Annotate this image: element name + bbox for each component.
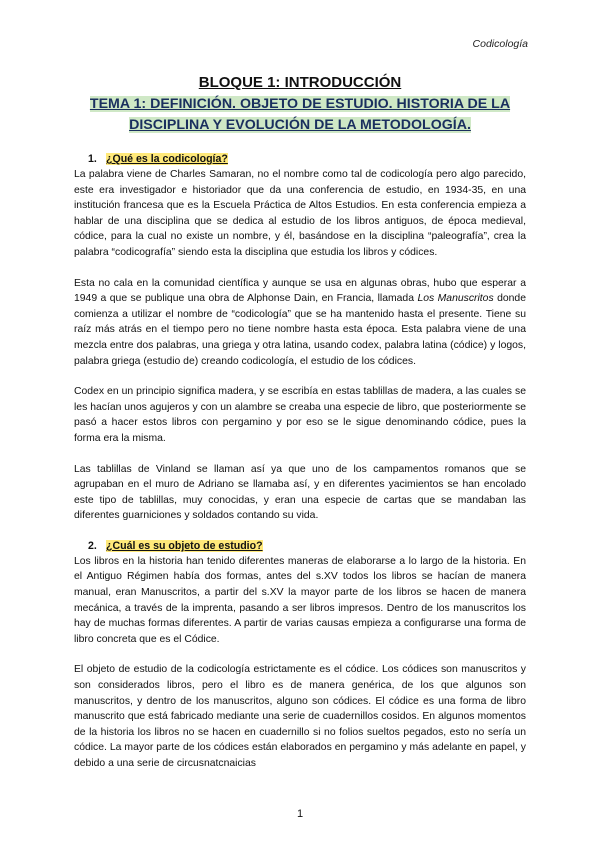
paragraph-text: donde comienza a utilizar el nombre de “codicología” que se ha mantenido hasta el presente. Tiene su raíz más atrás en el tiempo pero no tiene nombre hasta esta época. Esta palabra viene de una mezcla entre dos palabras, una griega y otra latina, usando codex, palabra latina (códice) y logos, palabra griega (estudio de) creando codicología, el estudio de los códices. bbox=[74, 293, 526, 367]
section-title: ¿Cuál es su objeto de estudio? bbox=[106, 539, 263, 552]
tema-title bbox=[74, 94, 526, 136]
page-content bbox=[74, 72, 526, 787]
running-header: Codicología bbox=[472, 38, 528, 50]
section-number: 2. bbox=[88, 539, 97, 552]
paragraph: La palabra viene de Charles Samaran, no el nombre como tal de codicología pero algo parecido, este era investigador e historiador que da una conferencia de estudio, en 1934-35, en una institución francesa que es la Escuela Práctica de Altos Estudios. En esta conferencia empieza a hablar de una disciplina que se dedica al estudio de los libros antiguos, de época medieval, códice, para la cual no existe un nombre, y él, basándose en la disciplina “paleografía”, crea la palabra “codicografía” siendo esta la disciplina que estudia los libros y códices. bbox=[74, 169, 526, 258]
paragraph bbox=[74, 276, 526, 370]
section-heading-1 bbox=[88, 152, 526, 167]
section-title: ¿Qué es la codicología? bbox=[106, 153, 228, 165]
section-heading-2 bbox=[88, 539, 526, 554]
book-title: Los Manuscritos bbox=[417, 293, 494, 305]
page-number: 1 bbox=[296, 808, 304, 820]
section-number: 1. bbox=[88, 153, 97, 165]
paragraph: Las tablillas de Vinland se llaman así ya que uno de los campamentos romanos que se agrupaban en el muro de Adriano se llamaba así, y en diferentes yacimientos se han encolado este tipo de tablillas, muy conocidas, y eran una especie de cartas que se mandaban las diferentes guarniciones y soldados contando su vida. bbox=[74, 463, 526, 522]
paragraph: El objeto de estudio de la codicología estrictamente es el códice. Los códices son manuscritos y son considerados libros, pero el libro es de manera genérica, de los que algunos son manuscritos, y dentro de los manuscritos, alguno son códices. El códice es una forma de libro manuscrito que está fabricado mediante una serie de cuadernillos cosidos. En algunos momentos de la historia los libros no se hacen en cuadernillo si no folios sueltos pegados, esto no sería un códice. La mayor parte de los códices están elaborados en pergamino y más adelante en papel, y debido a una serie de circusnatcnaicias bbox=[74, 664, 526, 769]
paragraph-text: Esta no cala en la comunidad científica y aunque se usa en algunas obras, hubo que esperar a 1949 a que se publique una obra de Alphonse Dain, en Francia, llamada bbox=[74, 277, 526, 305]
paragraph: Codex en un principio significa madera, y se escribía en estas tablillas de madera, a las cuales se les hacían unos agujeros y con un alambre se creaba una especie de libro, que posteriormente se pasó a hacer estos libros con pergamino y por eso se le sigue denominando códice, pues la forma era la misma. bbox=[74, 386, 526, 444]
bloque-title: BLOQUE 1: INTRODUCCIÓN bbox=[198, 74, 402, 91]
tema-title-text: TEMA 1: DEFINICIÓN. OBJETO DE ESTUDIO. HISTORIA DE LA DISCIPLINA Y EVOLUCIÓN DE LA METODOLOGÍA. bbox=[89, 96, 511, 133]
paragraph: Los libros en la historia han tenido diferentes maneras de elaborarse a lo largo de la historia. En el Antiguo Régimen había dos formas, antes del s.XV todos los libros se hacían de manera manual, eran Manuscritos, a partir del s.XV la mayor parte de los libros se hacen de manera mecánica, a través de la imprenta, pasando a ser libros impresos. Dentro de los manuscritos los hay de muchas formas diferentes. A partir de varias causas empieza a configurarse una forma de libro concreta que es el Códice. bbox=[74, 555, 526, 645]
